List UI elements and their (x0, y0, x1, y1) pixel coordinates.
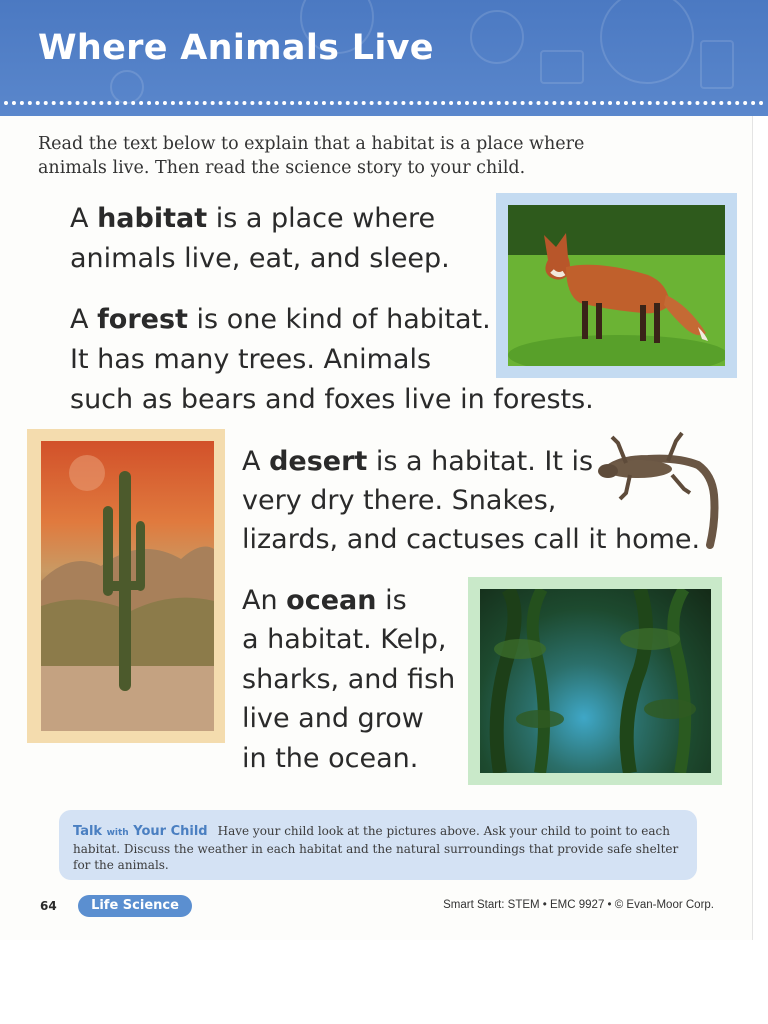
forest-line-2: It has many trees. Animals (70, 344, 432, 375)
ocean-line-2: a habitat. Kelp, (242, 624, 447, 655)
fox-photo-image (508, 205, 725, 366)
section-tag: Life Science (78, 895, 192, 917)
desert-photo (27, 429, 225, 743)
fox-illustration (508, 205, 725, 366)
header-decoration (600, 0, 694, 84)
ocean-line-5: in the ocean. (242, 743, 419, 774)
talk-with-your-child-box (59, 810, 697, 880)
kelp-illustration (480, 589, 711, 773)
term-ocean: ocean (286, 585, 377, 616)
header-decoration (470, 10, 524, 64)
ocean-photo-image (480, 589, 711, 773)
desert-line-2: very dry there. Snakes, (242, 485, 557, 516)
intro-text: Read the text below to explain that a habitat is a place where animals live. Then read the science story to your child. (38, 134, 585, 178)
term-habitat: habitat (97, 203, 208, 234)
fox-photo (496, 193, 737, 378)
talk-box-title: Talk with Your Child (73, 824, 208, 839)
page-header (0, 0, 768, 116)
footer-credit: Smart Start: STEM • EMC 9927 • © Evan-Moor Corp. (443, 899, 714, 911)
habitat-line-1: A habitat is a place where (70, 203, 436, 234)
forest-line-3: such as bears and foxes live in forests. (70, 384, 594, 415)
header-decoration (540, 50, 584, 84)
desert-line-1: A desert is a habitat. It is (242, 446, 594, 477)
term-desert: desert (269, 446, 368, 477)
ocean-line-1: An ocean is (242, 585, 407, 616)
header-decoration (700, 40, 734, 89)
talk-box-text: Talk with Your Child Have your child look at the pictures above. Ask your child to point to each habitat. Discuss the weather in each habitat and the natural surroundings that provide safe shelter for the animals. (73, 824, 679, 872)
page-number: 64 (40, 899, 57, 913)
habitat-line-2: animals live, eat, and sleep. (70, 243, 450, 274)
forest-line-1: A forest is one kind of habitat. (70, 304, 491, 335)
ocean-photo (468, 577, 722, 785)
cactus-illustration (41, 441, 214, 731)
dotted-divider (4, 101, 764, 105)
desert-line-3: lizards, and cactuses call it home. (242, 524, 701, 555)
term-forest: forest (97, 304, 188, 335)
ocean-line-4: live and grow (242, 703, 424, 734)
page-title: Where Animals Live (38, 28, 434, 68)
desert-photo-image (41, 441, 214, 731)
ocean-line-3: sharks, and fish (242, 664, 456, 695)
header-decoration (110, 70, 144, 104)
